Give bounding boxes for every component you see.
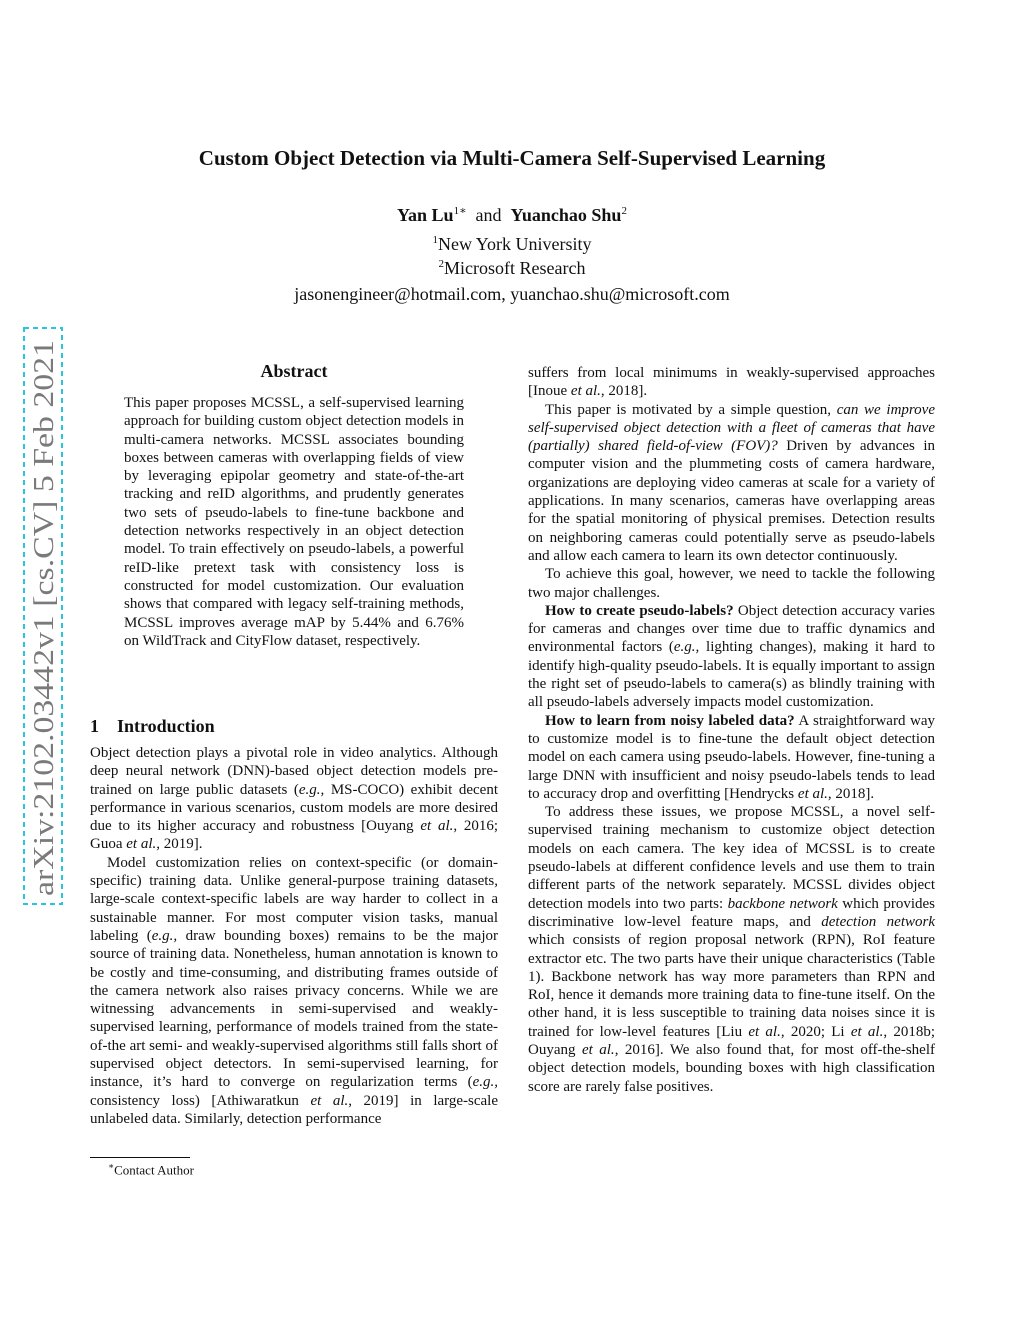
right-paragraph-4: How to create pseudo-labels? Object detection accuracy varies for cameras and changes over time due to traffic dynamics and environmental factors (e.g., lighting changes), making it hard to identify high-quality pseudo-labels. It is equally important to assign the right set of pseudo-labels to camera(s) as blindly training with all pseudo-labels adversely impacts model customization. [528,602,936,711]
affiliation-2-mark: 2 [438,258,445,270]
right-column-body [528,364,935,1096]
intro-paragraph-2: Model customization relies on context-specific (or domain-specific) training data. Unlike general-purpose training datasets, large-scale context-specific labels are way harder to collect in a sustainable manner. For most computer vision tasks, manual labeling (e.g., draw bounding boxes) remains to be the major source of training data. Nonetheless, human annotation is known to be costly and time-consuming, and distributing frames outside of the camera network also raises privacy concerns. While we are witnessing advancements in semi-supervised and weakly-supervised learning, performance of models trained from the state-of-the art semi- and weakly-supervised algorithms still falls short of supervised object detectors. In semi-supervised learning, for instance, it’s hard to converge on regularization terms (e.g., consistency loss) [Athiwaratkun et al., 2019] in large-scale unlabeled data. Similarly, detection performance [90,854,498,1127]
right-paragraph-1: suffers from local minimums in weakly-supervised approaches [Inoue et al., 2018]. [528,365,935,400]
affiliation-1-mark: 1 [432,234,438,246]
paper-title: Custom Object Detection via Multi-Camera Self-Supervised Learning [198,146,826,170]
footnote-text: Contact Author [114,1162,194,1178]
section-title: Introduction [117,716,215,736]
author-line [100,204,924,226]
arxiv-id-text: arXiv:2102.03442v1 [cs.CV] 5 Feb 2021 [28,419,60,896]
right-paragraph-5: How to learn from noisy labeled data? A straightforward way to customize model is to fine-tune the default object detection model on each camera using pseudo-labels. However, fine-tuning a large DNN with insufficient and noisy pseudo-labels tends to lead to accuracy drop and overfitting [Hendrycks et al., 2018]. [528,712,936,802]
abstract-text: This paper proposes MCSSL, a self-supervised learning approach for building custom object detection models in multi-camera networks. MCSSL associates bounding boxes between cameras with overlapping fields of view by leveraging epipolar geometry and state-of-the-art tracking and reID algorithms, and prudently generates two sets of pseudo-labels to fine-tune backbone and detection networks respectively in an object detection model. To train effectively on pseudo-labels, a powerful reID-like pretext task with consistency loss is constructed for model customization. Our evaluation shows that compared with legacy self-training methods, MCSSL improves average mAP by 5.44% and 6.76% on WildTrack and CityFlow dataset, respectively. [124,395,464,649]
footnote-rule [90,1157,190,1158]
affiliation-1 [100,234,924,255]
arxiv-identifier-stamp [22,326,64,906]
author-1-name: Yan Lu [397,205,454,225]
footnote [108,1161,194,1178]
author-emails: jasonengineer@hotmail.com, yuanchao.shu@microsoft.com [294,284,730,304]
affiliation-2-text: Microsoft Research [444,258,586,278]
author-and: and [475,205,502,225]
intro-paragraph-1: Object detection plays a pivotal role in video analytics. Although deep neural network (DNN)-based object detection models pre-trained on large public datasets (e.g., MS-COCO) exhibit decent performance in various scenarios, custom models are more desired due to its higher accuracy and robustness [Ouyang et al., 2016; Guoa et al., 2019]. [90,745,499,853]
right-paragraph-2: This paper is motivated by a simple question, can we improve self-supervised object detection with a fleet of cameras that have (partially) shared field-of-view (FOV)? Driven by advances in computer vision and the plummeting costs of camera hardware, organizations are deploying video cameras at scale for a variety of applications. In many scenarios, cameras have overlapping areas for the spatial monitoring of physical premises. Detection results on neighboring cameras could potentially serve as pseudo-labels and allow each camera to learn its own detector continuously. [528,401,935,564]
affiliation-2 [100,258,924,279]
abstract-heading: Abstract [260,361,328,381]
author-1-marks: 1∗ [453,205,467,217]
author-2-name: Yuanchao Shu [510,205,622,225]
affiliation-1-text: New York University [437,234,592,254]
left-column-body [90,744,498,1128]
right-paragraph-3: To achieve this goal, however, we need to tackle the following two major challenges. [528,566,935,601]
section-number: 1 [90,716,99,736]
right-paragraph-6: To address these issues, we propose MCSSL, a novel self-supervised training mechanism to customize object detection models on each camera. The key idea of MCSSL is to create pseudo-labels at different confidence levels and use them to train different parts of the network separately. MCSSL divides object detection models into two parts: backbone network which provides discriminative low-level feature maps, and detection network which consists of region proposal network (RPN), RoI feature extractor etc. The two parts have their unique characteristics (Table 1). Backbone network has way more parameters than RPN and RoI, hence it demands more training data to fine-tune itself. On the other hand, it is less susceptible to training data noises since it is trained for low-level features [Liu et al., 2020; Li et al., 2018b; Ouyang et al., 2016]. We also found that, for most off-the-shelf object detection models, bounding boxes with high classification score are rarely false positives. [528,804,936,1095]
footnote-mark: ∗ [108,1161,115,1171]
section-heading-introduction [90,716,233,737]
author-2-marks: 2 [621,205,627,217]
